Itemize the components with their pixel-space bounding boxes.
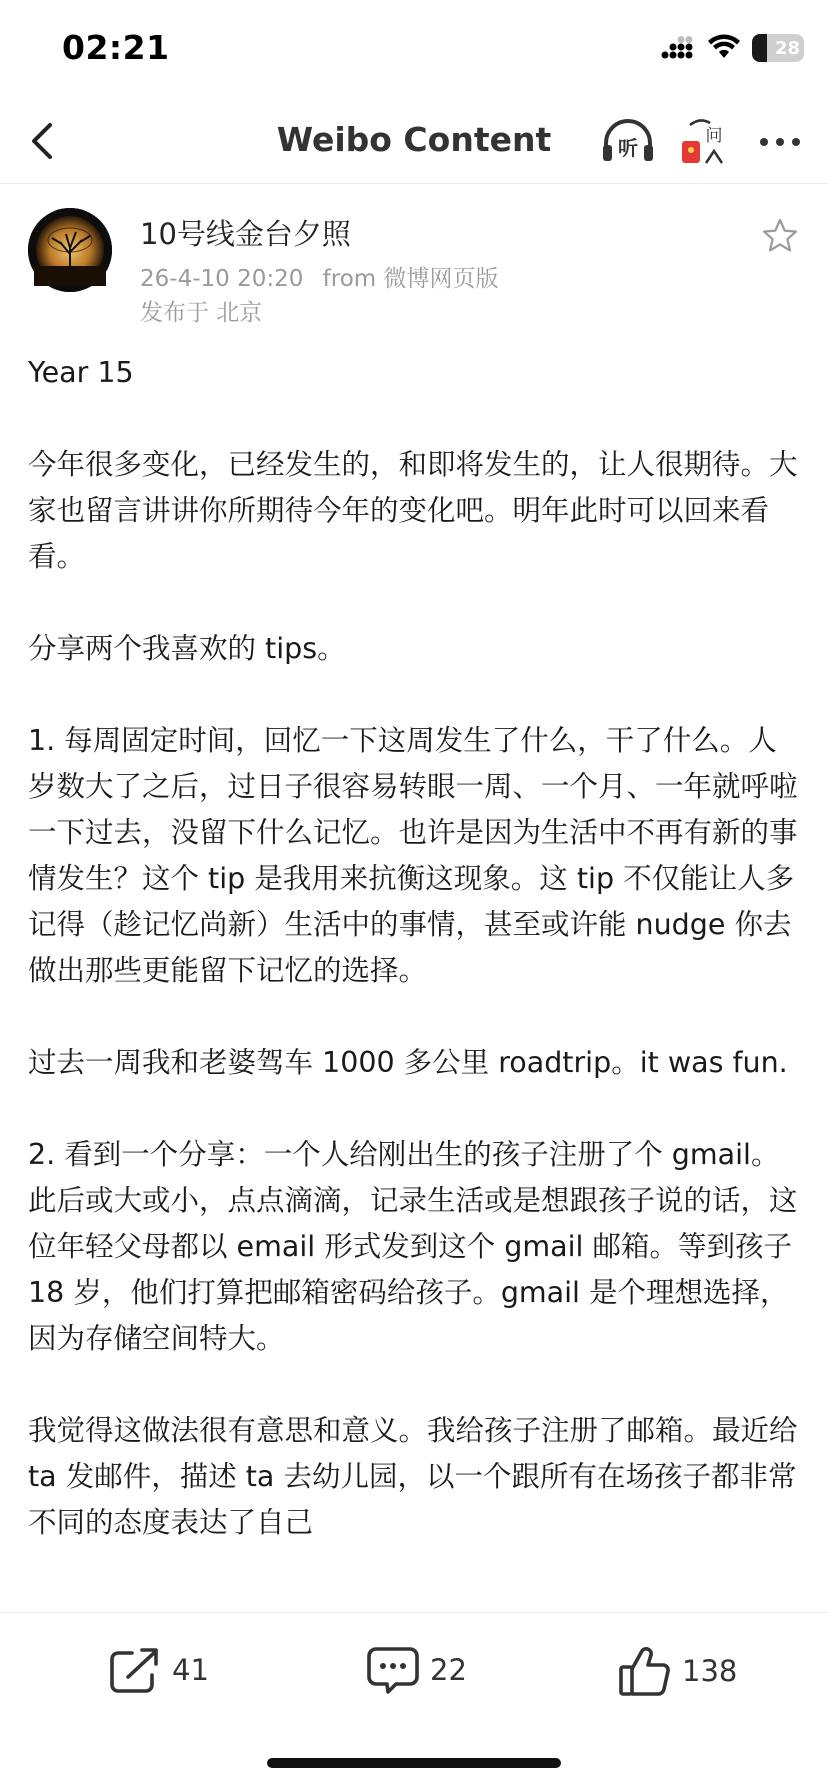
post-date: 26-4-10 20:20 xyxy=(140,266,304,292)
post-meta xyxy=(140,260,499,293)
wifi-icon xyxy=(708,36,740,60)
status-icons xyxy=(660,34,798,62)
post-source: from 微博网页版 xyxy=(322,266,499,292)
battery-fill xyxy=(752,34,767,62)
thumbs-up-icon xyxy=(618,1645,672,1697)
navigation-bar xyxy=(0,100,828,184)
repost-button[interactable] xyxy=(108,1645,209,1695)
like-button[interactable] xyxy=(618,1645,737,1697)
post-paragraph: Year 15 xyxy=(28,356,134,389)
favorite-button[interactable] xyxy=(760,216,800,256)
avatar-tree-sunset-image xyxy=(28,208,112,292)
battery-level: 28 xyxy=(774,37,800,59)
author-name[interactable]: 10号线金台夕照 xyxy=(140,217,351,251)
post-paragraph: 我觉得这做法很有意思和意义。我给孩子注册了邮箱。最近给 ta 发邮件，描述 ta 去幼儿园，以一个跟所有在场孩子都非常不同的态度表达了自己 xyxy=(28,1414,807,1539)
post-paragraph: 今年很多变化，已经发生的，和即将发生的，让人很期待。大家也留言讲讲你所期待今年的变化吧。明年此时可以回来看看。 xyxy=(28,448,798,573)
battery-icon xyxy=(752,34,804,62)
comment-icon xyxy=(366,1645,420,1695)
comment-button[interactable] xyxy=(366,1645,467,1695)
more-dots-icon xyxy=(758,136,802,148)
listen-button[interactable] xyxy=(600,114,656,170)
repost-count: 41 xyxy=(172,1653,209,1687)
share-icon xyxy=(108,1645,162,1695)
battery-indicator xyxy=(752,34,798,62)
more-button[interactable] xyxy=(752,114,808,170)
post-body xyxy=(28,350,807,1612)
ask-button[interactable] xyxy=(676,114,732,170)
status-bar xyxy=(0,0,828,100)
cellular-signal-icon xyxy=(660,36,696,60)
listen-label: 听 xyxy=(618,136,638,160)
post-paragraph: 1. 每周固定时间，回忆一下这周发生了什么，干了什么。人岁数大了之后，过日子很容易转眼一周、一个月、一年就呼啦一下过去，没留下什么记忆。也许是因为生活中不再有新的事情发生？这个 tip 是我用来抗衡这现象。这 tip 不仅能让人多记得（趁记忆尚新）生活中的事情，甚至或许能 nudge 你去做出那些更能留下记忆的选择。 xyxy=(28,724,798,987)
red-envelope-ask-icon xyxy=(680,117,728,167)
post-location: 发布于 北京 xyxy=(140,300,263,326)
page-title: Weibo Content xyxy=(276,120,552,159)
nav-actions xyxy=(600,114,808,170)
action-toolbar xyxy=(0,1612,828,1730)
comment-count: 22 xyxy=(430,1653,467,1687)
home-indicator xyxy=(267,1758,561,1768)
post-header xyxy=(28,204,800,324)
avatar[interactable] xyxy=(28,208,112,292)
ask-label: 问 xyxy=(705,126,723,146)
star-icon xyxy=(760,216,800,256)
status-time: 02:21 xyxy=(62,28,170,67)
post-paragraph: 分享两个我喜欢的 tips。 xyxy=(28,632,346,665)
post-paragraph: 过去一周我和老婆驾车 1000 多公里 roadtrip。it was fun. xyxy=(28,1046,788,1079)
post-paragraph: 2. 看到一个分享：一个人给刚出生的孩子注册了个 gmail。此后或大或小，点点滴滴，记录生活或是想跟孩子说的话，这位年轻父母都以 email 形式发到这个 gmail 邮箱。等到孩子 18 岁，他们打算把邮箱密码给孩子。gmail 是个理想选择，因为存储空间特大。 xyxy=(28,1138,802,1355)
like-count: 138 xyxy=(682,1654,738,1688)
headphones-icon xyxy=(600,117,656,167)
